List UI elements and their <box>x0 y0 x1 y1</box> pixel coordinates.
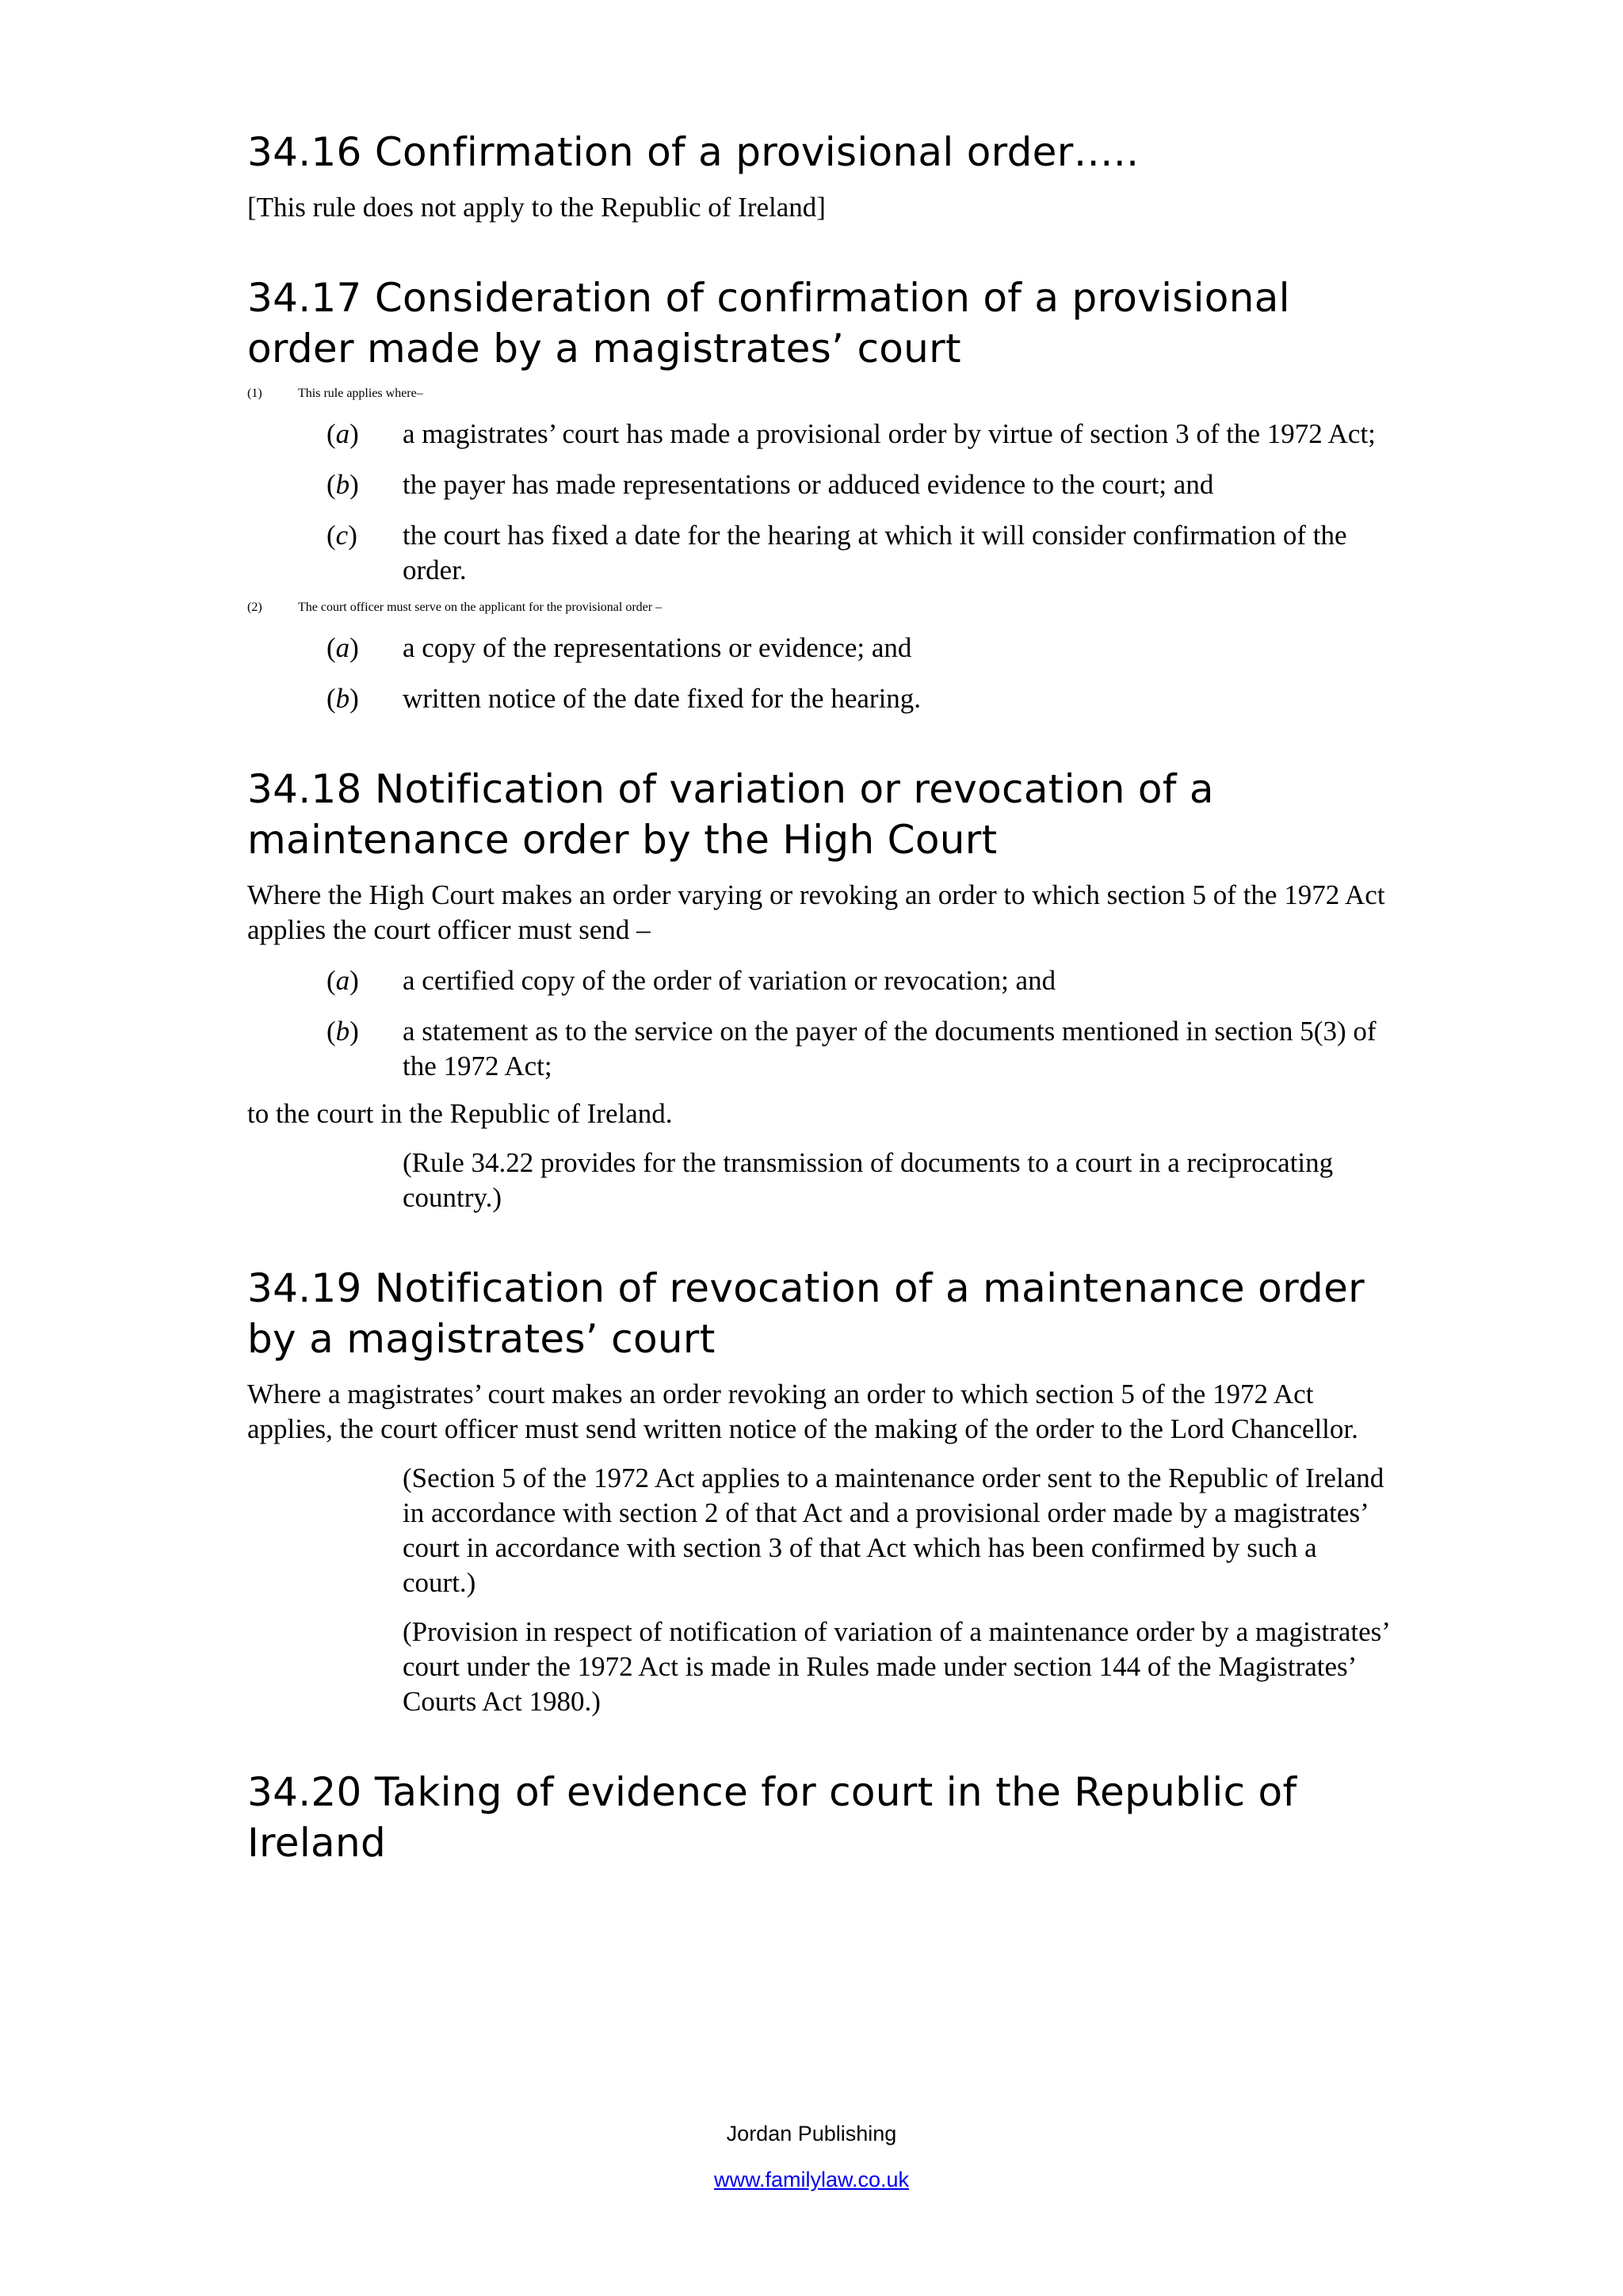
heading-34-18-line2: maintenance order by the High Court <box>247 817 998 863</box>
item-text: written notice of the date fixed for the hearing. <box>403 683 922 714</box>
heading-34-20-line2: Ireland <box>247 1820 387 1866</box>
rule-note-34-16: [This rule does not apply to the Republic of Ireland] <box>247 192 826 223</box>
editorial-note: (Provision in respect of notification of variation of a maintenance order by a magistrates’ court under the 1972 Act is made in Rules made under section 144 of the Magistrates’ Courts Act 1980.) <box>403 1616 1389 1717</box>
item-label: (c) <box>327 520 357 551</box>
heading-34-18-line1: 34.18 Notification of variation or revocation of a <box>247 766 1214 812</box>
paragraph-34-17-1 <box>247 387 1396 401</box>
document-body <box>247 127 1396 1868</box>
list-item <box>247 1014 1396 1084</box>
item-label: (a) <box>327 632 359 663</box>
editorial-note: (Rule 34.22 provides for the transmission of documents to a court in a reciprocating country.) <box>403 1147 1334 1213</box>
paragraph-34-17-2 <box>247 601 1396 615</box>
item-label: (b) <box>327 1016 359 1047</box>
list-item <box>247 631 1396 666</box>
list-item <box>247 467 1396 502</box>
list-item <box>247 417 1396 452</box>
item-text: a statement as to the service on the payer of the documents mentioned in section 5(3) of the 1972 Act; <box>403 1016 1377 1081</box>
paragraph-34-18-intro: Where the High Court makes an order varying or revoking an order to which section 5 of the 1972 Act applies the court officer must send – <box>247 879 1385 945</box>
heading-34-20 <box>247 1767 1396 1868</box>
item-text: a magistrates’ court has made a provisional order by virtue of section 3 of the 1972 Act; <box>403 418 1376 449</box>
item-text: a certified copy of the order of variation or revocation; and <box>403 965 1056 996</box>
heading-34-17-line2: order made by a magistrates’ court <box>247 326 961 372</box>
heading-34-17 <box>247 273 1396 374</box>
item-label: (b) <box>327 469 359 500</box>
heading-34-17-line1: 34.17 Consideration of confirmation of a provisional <box>247 275 1290 321</box>
paragraph-text: The court officer must serve on the applicant for the provisional order – <box>298 601 663 614</box>
item-label: (a) <box>327 418 359 449</box>
list-item <box>247 963 1396 998</box>
item-label: (a) <box>327 965 359 996</box>
editorial-note: (Section 5 of the 1972 Act applies to a maintenance order sent to the Republic of Ireland in accordance with section 2 of that Act and a provisional order made by a magistrates’ court in accordance with section 3 of that Act which has been confirmed by such a court.) <box>403 1463 1384 1598</box>
paragraph-34-18-closing: to the court in the Republic of Ireland. <box>247 1098 673 1129</box>
heading-34-19-line1: 34.19 Notification of revocation of a maintenance order <box>247 1265 1365 1311</box>
list-item <box>247 681 1396 716</box>
heading-34-19-line2: by a magistrates’ court <box>247 1316 716 1362</box>
footer-publisher: Jordan Publishing <box>726 2122 897 2145</box>
heading-34-16-text: 34.16 Confirmation of a provisional order….. <box>247 129 1140 175</box>
paragraph-number: (2) <box>247 601 262 614</box>
list-item <box>247 518 1396 588</box>
paragraph-34-19-intro: Where a magistrates’ court makes an order revoking an order to which section 5 of the 1972 Act applies, the court officer must send written notice of the making of the order to the Lord Chancellor. <box>247 1379 1358 1444</box>
item-text: a copy of the representations or evidence; and <box>403 632 912 663</box>
item-text: the payer has made representations or adduced evidence to the court; and <box>403 469 1214 500</box>
heading-34-19 <box>247 1263 1396 1364</box>
heading-34-16 <box>247 127 1396 177</box>
heading-34-18 <box>247 764 1396 865</box>
item-text: the court has fixed a date for the hearing at which it will consider confirmation of the order. <box>403 520 1347 585</box>
heading-34-20-line1: 34.20 Taking of evidence for court in the Republic of <box>247 1769 1297 1815</box>
footer-website-link[interactable]: www.familylaw.co.uk <box>713 2168 910 2191</box>
paragraph-text: This rule applies where– <box>298 387 423 400</box>
paragraph-number: (1) <box>247 387 262 400</box>
item-label: (b) <box>327 683 359 714</box>
